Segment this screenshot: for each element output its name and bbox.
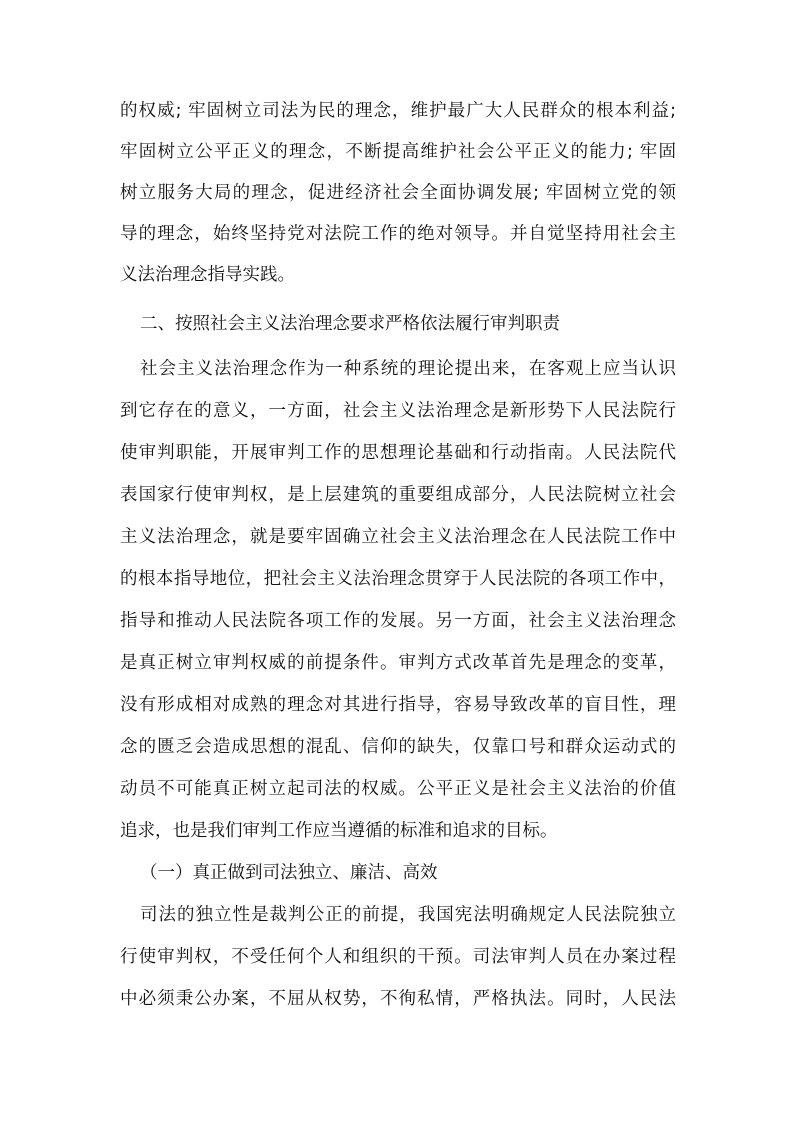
paragraph-line: 社会主义法治理念作为一种系统的理论提出来，在客观上应当认识: [140, 359, 676, 379]
paragraph-line: 中必须秉公办案，不屈从权势，不徇私情，严格执法。同时，人民法: [120, 989, 676, 1009]
paragraph-line: 到它存在的意义，一方面，社会主义法治理念是新形势下人民法院行: [120, 401, 676, 421]
paragraph-line: 表国家行使审判权，是上层建筑的重要组成部分，人民法院树立社会: [120, 485, 676, 505]
paragraph-line: 的权威; 牢固树立司法为民的理念，维护最广大人民群众的根本利益;: [120, 101, 676, 121]
paragraph-line: 指导和推动人民法院各项工作的发展。另一方面，社会主义法治理念: [120, 611, 676, 631]
paragraph-line: 的根本指导地位，把社会主义法治理念贯穿于人民法院的各项工作中，: [120, 569, 676, 589]
paragraph-line: 动员不可能真正树立起司法的权威。公平正义是社会主义法治的价值: [120, 779, 676, 799]
paragraph-line: 行使审判权，不受任何个人和组织的干预。司法审判人员在办案过程: [120, 947, 676, 967]
paragraph-line: 司法的独立性是裁判公正的前提，我国宪法明确规定人民法院独立: [140, 905, 676, 925]
section-heading: 二、按照社会主义法治理念要求严格依法履行审判职责: [140, 314, 560, 334]
paragraph-line: 没有形成相对成熟的理念对其进行指导，容易导致改革的盲目性，理: [120, 695, 676, 715]
subsection-heading: （一）真正做到司法独立、廉洁、高效: [140, 863, 438, 883]
paragraph-line: 导的理念，始终坚持党对法院工作的绝对领导。并自觉坚持用社会主: [120, 224, 676, 244]
paragraph-line: 使审判职能，开展审判工作的思想理论基础和行动指南。人民法院代: [120, 443, 676, 463]
paragraph-line: 念的匮乏会造成思想的混乱、信仰的缺失，仅靠口号和群众运动式的: [120, 737, 676, 757]
paragraph-line: 追求，也是我们审判工作应当遵循的标准和追求的目标。: [120, 821, 558, 841]
paragraph-line: 是真正树立审判权威的前提条件。审判方式改革首先是理念的变革，: [120, 653, 676, 673]
paragraph-line: 牢固树立公平正义的理念，不断提高维护社会公平正义的能力; 牢固: [120, 142, 676, 162]
paragraph-line: 义法治理念指导实践。: [120, 265, 295, 285]
paragraph-line: 主义法治理念，就是要牢固确立社会主义法治理念在人民法院工作中: [120, 527, 676, 547]
paragraph-line: 树立服务大局的理念，促进经济社会全面协调发展; 牢固树立党的领: [120, 183, 676, 203]
